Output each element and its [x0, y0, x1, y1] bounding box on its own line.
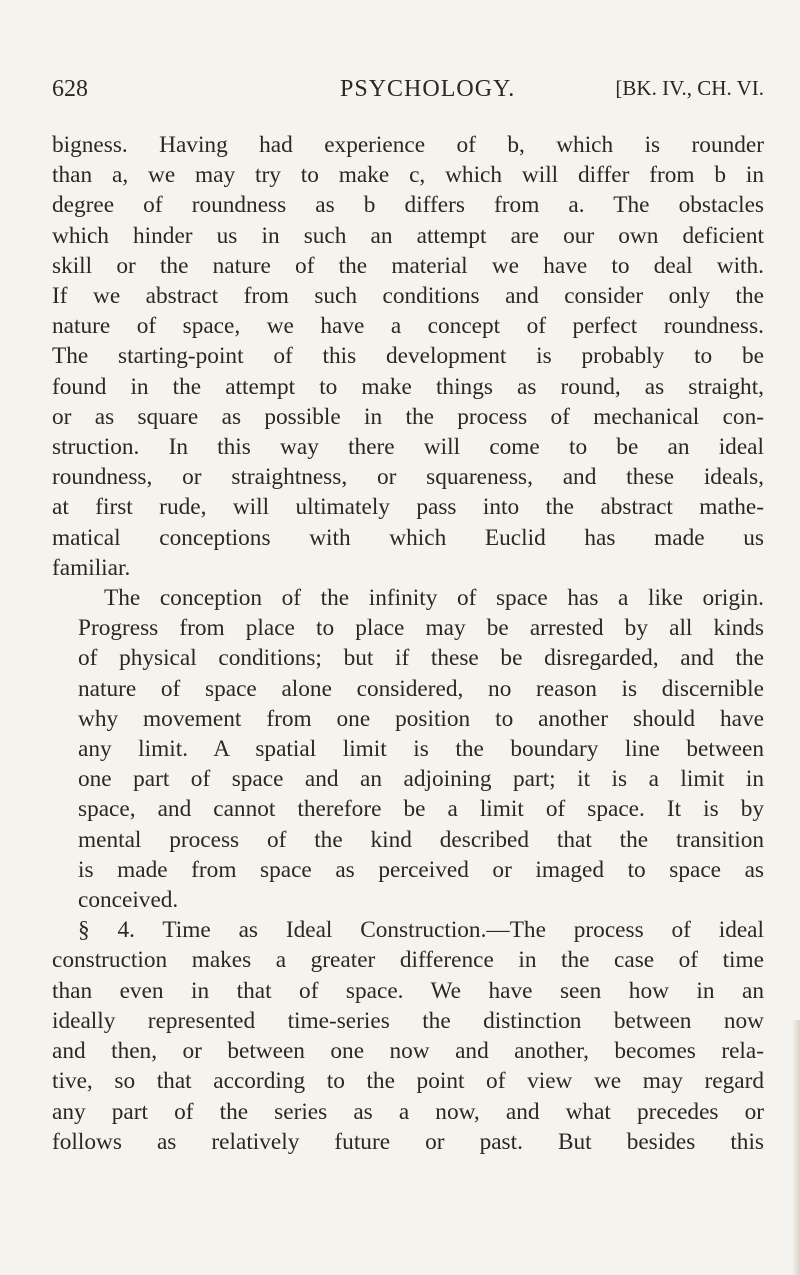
page-scan-shadow [792, 1020, 800, 1275]
text-line: any limit. A spatial limit is the boundary line between [78, 736, 764, 763]
body-text [52, 130, 764, 1157]
text-line: bigness. Having had experience of b, which is rounder [52, 132, 764, 158]
paragraph-time-ideal-construction [52, 915, 764, 1157]
text-line: found in the attempt to make things as round, as straight, [52, 373, 764, 400]
text-line: why movement from one position to another should have [78, 705, 764, 732]
text-line: conceived. [78, 887, 179, 914]
text-line: If we abstract from such conditions and consider only the [52, 283, 764, 310]
page-header [52, 76, 764, 116]
text-line: than even in that of space. We have seen how in an [52, 977, 764, 1004]
text-line: one part of space and an adjoining part; it is a limit in [78, 766, 764, 793]
text-line: is made from space as perceived or imaged to space as [78, 856, 764, 883]
text-line: The conception of the infinity of space has a like origin. [104, 585, 764, 612]
text-line: or as square as possible in the process of mechanical con- [52, 403, 764, 430]
text-line: and then, or between one now and another, becomes rela- [52, 1038, 764, 1065]
text-line: familiar. [52, 554, 131, 581]
text-line: mental process of the kind described that the transition [78, 826, 764, 853]
page-number: 628 [52, 76, 88, 102]
text-line: any part of the series as a now, and what precedes or [52, 1098, 764, 1125]
text-line: construction makes a greater difference in the case of time [52, 947, 764, 974]
text-line: matical conceptions with which Euclid has made us [52, 524, 764, 551]
text-line: of physical conditions; but if these be disregarded, and the [78, 645, 764, 672]
paragraph-roundness [52, 130, 764, 583]
text-line: The starting-point of this development is probably to be [52, 343, 764, 370]
text-line: than a, we may try to make c, which will differ from b in [52, 162, 764, 189]
paragraph-infinity-of-space [52, 583, 764, 915]
text-line: space, and cannot therefore be a limit of space. It is by [78, 796, 764, 823]
text-line: ideally represented time-series the distinction between now [52, 1007, 764, 1034]
text-line: roundness, or straightness, or squareness, and these ideals, [52, 464, 764, 491]
text-line: Progress from place to place may be arrested by all kinds [78, 615, 764, 642]
text-line: which hinder us in such an attempt are our own deficient [52, 222, 764, 249]
text-line: nature of space alone considered, no reason is discernible [78, 675, 764, 702]
section-reference: [BK. IV., CH. VI. [615, 76, 764, 100]
section-heading-line: § 4. Time as Ideal Construction.—The process of ideal [78, 917, 764, 944]
text-line: follows as relatively future or past. But besides this [52, 1128, 764, 1155]
text-line: tive, so that according to the point of view we may regard [52, 1068, 764, 1095]
running-title: PSYCHOLOGY. [340, 76, 516, 102]
text-line: skill or the nature of the material we have to deal with. [52, 252, 764, 279]
text-line: struction. In this way there will come to be an ideal [52, 434, 764, 461]
text-line: degree of roundness as b differs from a. The obstacles [52, 192, 764, 219]
text-line: at first rude, will ultimately pass into the abstract mathe- [52, 494, 764, 521]
text-line: nature of space, we have a concept of perfect roundness. [52, 313, 764, 340]
